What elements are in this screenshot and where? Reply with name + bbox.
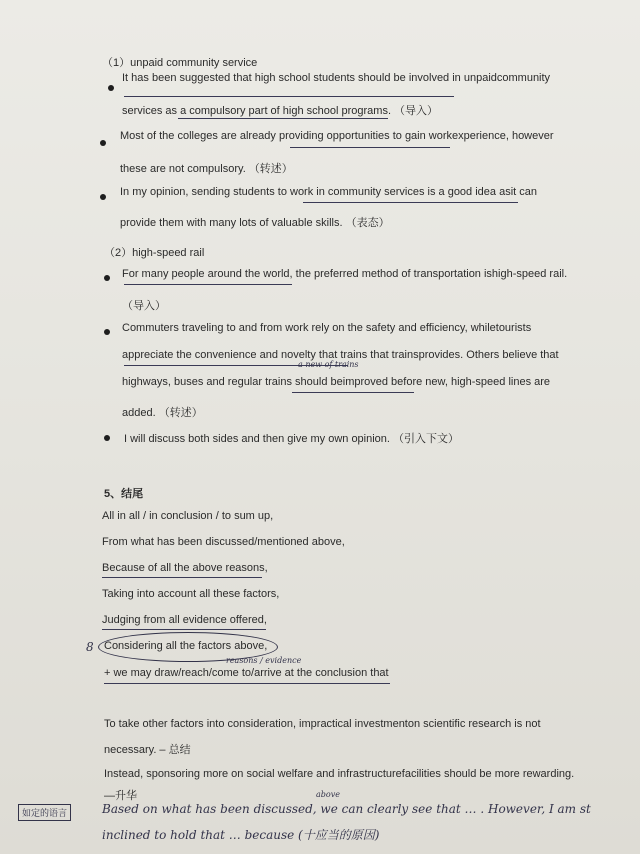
- underline: [124, 284, 292, 285]
- handwritten-line-2: inclined to hold that … because (十应当的原因): [102, 828, 380, 842]
- conclusion-example-3: Instead, sponsoring more on social welfare and infrastructurefacilities should be more rewarding.: [104, 768, 575, 780]
- underline: [102, 629, 266, 630]
- s2-bullet2-line3: highways, buses and regular trains should beimproved before new, high-speed lines are: [122, 376, 551, 388]
- handwritten-reasons: reasons / evidence: [226, 656, 302, 665]
- bullet-dot: [100, 140, 106, 146]
- handwritten-above: above: [316, 790, 340, 799]
- conclusion-phrase-7: + we may draw/reach/come to/arrive at the conclusion that: [104, 667, 389, 679]
- underline: [292, 392, 414, 393]
- s2-bullet2-line2: appreciate the convenience and novelty that trains that trainsprovides. Others believe that: [122, 349, 559, 361]
- s1-bullet3-line2: provide them with many lots of valuable skills. （表态）: [120, 217, 390, 229]
- conclusion-phrase-5: Judging from all evidence offered,: [102, 614, 267, 626]
- s1-bullet1-line1: It has been suggested that high school students should be involved in unpaidcommunity: [122, 72, 551, 84]
- conclusion-phrase-3: Because of all the above reasons,: [102, 562, 268, 574]
- bullet-dot: [104, 435, 110, 441]
- underline: [124, 96, 454, 97]
- conclusion-example-1: To take other factors into consideration, impractical investmenton scientific research is not: [104, 718, 541, 730]
- handwritten-line-1: Based on what has been discussed, we can clearly see that … . However, I am st: [102, 802, 591, 816]
- underline: [102, 577, 262, 578]
- conclusion-sublimation: —升华: [104, 790, 137, 802]
- underline: [290, 147, 450, 148]
- bullet-dot: [104, 329, 110, 335]
- s2-bullet3-line1: I will discuss both sides and then give my own opinion. （引入下文）: [124, 433, 460, 445]
- s2-bullet1-line2: （导入）: [122, 300, 166, 312]
- conclusion-heading: 5、结尾: [104, 488, 144, 500]
- s2-bullet1-line1: For many people around the world, the preferred method of transportation ishigh-speed rail.: [122, 268, 568, 280]
- section-2-title: （2）high-speed rail: [104, 247, 205, 259]
- conclusion-phrase-4: Taking into account all these factors,: [102, 588, 280, 600]
- handwritten-note-trains: a new of trains: [298, 360, 359, 369]
- conclusion-phrase-1: All in all / in conclusion / to sum up,: [102, 510, 274, 522]
- handwritten-eight: 8: [86, 640, 94, 654]
- bullet-dot: [104, 275, 110, 281]
- s1-bullet3-line1: In my opinion, sending students to work in community services is a good idea asit can: [120, 186, 537, 198]
- bullet-dot: [108, 85, 114, 91]
- conclusion-phrase-6: Considering all the factors above,: [104, 640, 268, 652]
- s2-bullet2-line1: Commuters traveling to and from work rely on the safety and efficiency, whiletourists: [122, 322, 532, 334]
- bullet-dot: [100, 194, 106, 200]
- underline: [303, 202, 518, 203]
- s1-bullet1-line2: services as a compulsory part of high school programs. （导入）: [122, 105, 439, 117]
- underline: [178, 118, 388, 119]
- conclusion-phrase-2: From what has been discussed/mentioned above,: [102, 536, 345, 548]
- s2-bullet2-line4: added. （转述）: [122, 407, 203, 419]
- s1-bullet2-line2: these are not compulsory. （转述）: [120, 163, 293, 175]
- underline: [104, 683, 390, 684]
- conclusion-example-2: necessary. – 总结: [104, 744, 191, 756]
- s1-bullet2-line1: Most of the colleges are already providing opportunities to gain workexperience, however: [120, 130, 554, 142]
- handwritten-boxed-note: 如定的语言: [18, 804, 71, 821]
- section-1-title: （1）unpaid community service: [102, 57, 258, 69]
